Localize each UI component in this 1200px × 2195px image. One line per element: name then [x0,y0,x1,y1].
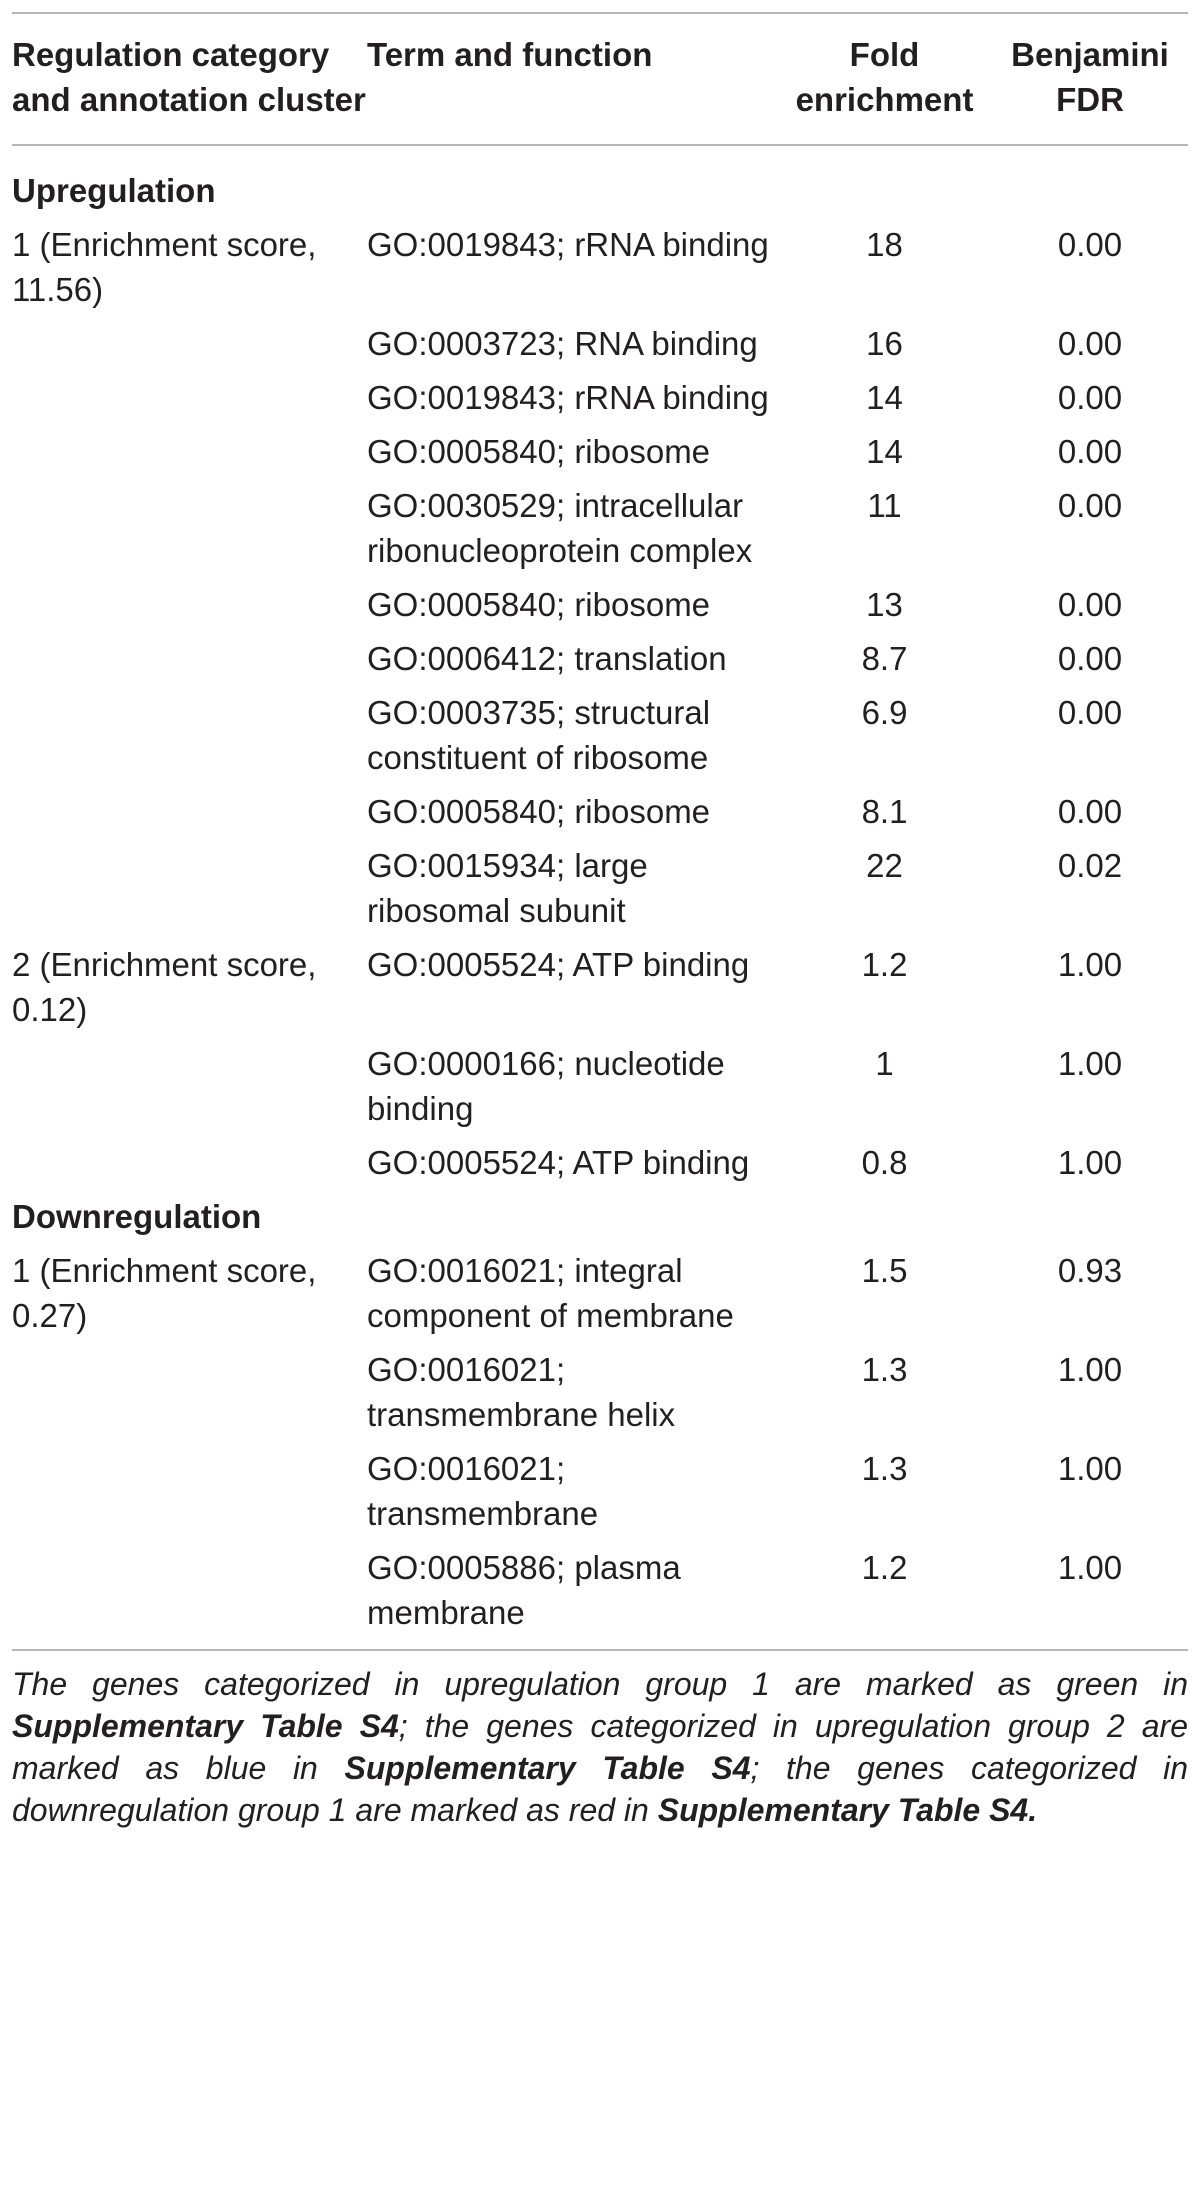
benjamini-fdr-cell: 0.00 [1057,586,1123,623]
table-row [12,636,1188,690]
benjamini-fdr-cell: 1.00 [1057,1351,1123,1388]
cluster-label-empty [12,789,367,843]
benjamini-fdr-cell: 0.00 [1057,226,1123,263]
header-regulation-category: Regulation category and annotation cluster [12,13,367,145]
fold-enrichment-cell: 16 [866,325,903,362]
cluster-label-empty [12,429,367,483]
table-footnote [12,1650,1188,1831]
fold-enrichment-cell: 0.8 [861,1144,908,1181]
benjamini-fdr-cell: 0.00 [1057,325,1123,362]
fold-enrichment-cell: 14 [866,433,903,470]
footnote-ref-2: Supplementary Table S4 [344,1750,751,1786]
benjamini-fdr-cell: 1.00 [1057,946,1123,983]
cluster-label-empty [12,843,367,942]
term-cell: GO:0016021; integral component of membrane [367,1252,734,1334]
cluster-label-empty [12,375,367,429]
cluster-label-empty [12,321,367,375]
benjamini-fdr-cell: 1.00 [1057,1144,1123,1181]
term-cell: GO:0003723; RNA binding [367,325,758,362]
benjamini-fdr-cell: 0.00 [1057,694,1123,731]
footnote-part-3: ; the genes categorized in downregulation group 1 are marked as red in [12,1750,1188,1828]
table-row [12,942,1188,1041]
term-cell: GO:0006412; translation [367,640,727,677]
benjamini-fdr-cell: 1.00 [1057,1450,1123,1487]
table-row [12,690,1188,789]
term-cell: GO:0005840; ribosome [367,586,711,623]
cluster-label-empty [12,582,367,636]
section-row [12,145,1188,222]
fold-enrichment-cell: 8.7 [861,640,908,677]
section-label: Upregulation [12,172,216,209]
footnote-ref-1: Supplementary Table S4 [12,1708,399,1744]
fold-enrichment-cell: 1.2 [861,1549,908,1586]
fold-enrichment-cell: 11 [867,487,902,524]
fold-enrichment-cell: 14 [866,379,903,416]
cluster-label-empty [12,1347,367,1446]
term-cell: GO:0016021; transmembrane [367,1450,599,1532]
cluster-label-empty [12,483,367,582]
benjamini-fdr-cell: 0.02 [1057,847,1123,884]
header-benjamini-fdr: Benjamini FDR [992,13,1188,145]
benjamini-fdr-cell: 0.00 [1057,433,1123,470]
footnote-part-1: The genes categorized in upregulation group 1 are marked as green in [12,1666,1188,1702]
footnote-ref-3: Supplementary Table S4. [657,1792,1038,1828]
cluster-label-empty [12,690,367,789]
table-row [12,429,1188,483]
table-row [12,1545,1188,1650]
term-cell: GO:0005886; plasma membrane [367,1549,681,1631]
benjamini-fdr-cell: 1.00 [1057,1045,1123,1082]
fold-enrichment-cell: 22 [866,847,903,884]
cluster-label: 1 (Enrichment score, 11.56) [12,226,317,308]
term-cell: GO:0005524; ATP binding [367,1144,750,1181]
term-cell: GO:0005840; ribosome [367,793,711,830]
section-label: Downregulation [12,1198,262,1235]
term-cell: GO:0019843; rRNA binding [367,226,769,263]
fold-enrichment-cell: 1.3 [861,1450,908,1487]
term-cell: GO:0015934; large ribosomal subunit [367,847,648,929]
term-cell: GO:0030529; intracellular ribonucleoprotein complex [367,487,753,569]
footnote-text [12,1650,1188,1831]
cluster-label-empty [12,1545,367,1650]
header-term-function: Term and function [367,13,777,145]
go-enrichment-table [12,12,1188,1831]
table-row [12,1446,1188,1545]
fold-enrichment-cell: 13 [866,586,903,623]
benjamini-fdr-cell: 0.00 [1057,640,1123,677]
table-row [12,843,1188,942]
fold-enrichment-cell: 18 [866,226,903,263]
table-row [12,789,1188,843]
table-row [12,483,1188,582]
fold-enrichment-cell: 8.1 [861,793,908,830]
cluster-label: 1 (Enrichment score, 0.27) [12,1252,317,1334]
header-fold-enrichment: Fold enrichment [777,13,992,145]
table-row [12,582,1188,636]
term-cell: GO:0016021; transmembrane helix [367,1351,676,1433]
table-body [12,145,1188,1650]
benjamini-fdr-cell: 0.00 [1057,487,1123,524]
fold-enrichment-cell: 1 [875,1045,894,1082]
fold-enrichment-cell: 6.9 [861,694,908,731]
footnote-part-2: ; the genes categorized in upregulation group 2 are marked as blue in [12,1708,1189,1786]
table-row [12,375,1188,429]
term-cell: GO:0019843; rRNA binding [367,379,769,416]
cluster-label-empty [12,1140,367,1194]
table-header [12,13,1188,145]
table-row [12,1248,1188,1347]
cluster-label-empty [12,1446,367,1545]
term-cell: GO:0005524; ATP binding [367,946,750,983]
table-row [12,321,1188,375]
section-row [12,1194,1188,1248]
cluster-label-empty [12,636,367,690]
fold-enrichment-cell: 1.5 [861,1252,908,1289]
table-row [12,1140,1188,1194]
table-row [12,222,1188,321]
benjamini-fdr-cell: 0.00 [1057,379,1123,416]
cluster-label-empty [12,1041,367,1140]
benjamini-fdr-cell: 0.00 [1057,793,1123,830]
term-cell: GO:0000166; nucleotide binding [367,1045,725,1127]
term-cell: GO:0003735; structural constituent of ribosome [367,694,711,776]
cluster-label: 2 (Enrichment score, 0.12) [12,946,317,1028]
benjamini-fdr-cell: 1.00 [1057,1549,1123,1586]
term-cell: GO:0005840; ribosome [367,433,711,470]
fold-enrichment-cell: 1.3 [861,1351,908,1388]
table-row [12,1347,1188,1446]
fold-enrichment-cell: 1.2 [861,946,908,983]
table-row [12,1041,1188,1140]
benjamini-fdr-cell: 0.93 [1057,1252,1123,1289]
